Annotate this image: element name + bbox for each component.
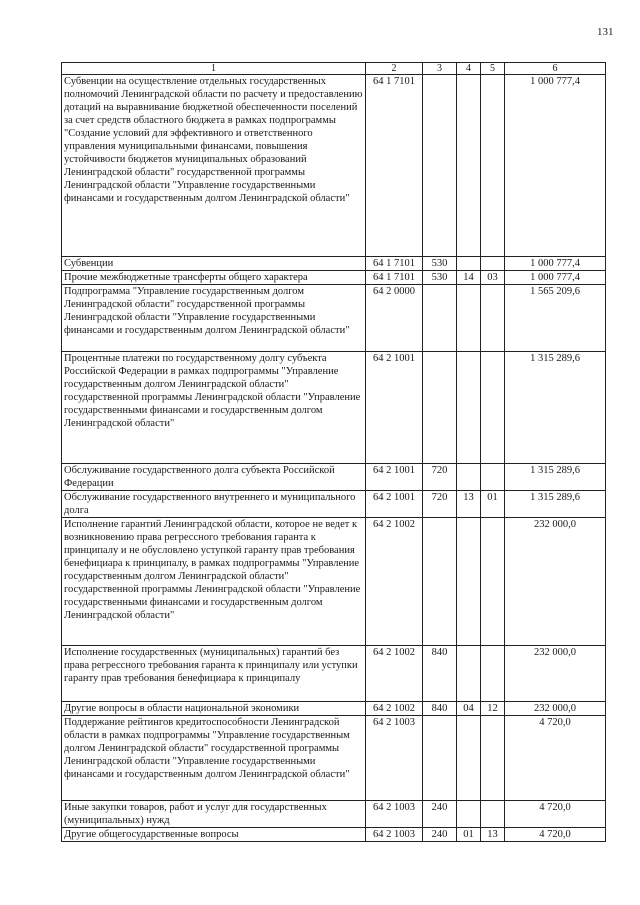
row-subsection	[481, 716, 505, 801]
row-amount: 1 565 209,6	[505, 285, 606, 352]
table-row	[62, 491, 606, 518]
budget-table	[61, 62, 606, 842]
row-target-code: 64 2 1001	[366, 464, 423, 491]
row-expense-type: 240	[423, 801, 457, 828]
row-section	[457, 518, 481, 646]
table-row	[62, 257, 606, 271]
row-name: Обслуживание государственного долга субъекта Российской Федерации	[62, 464, 366, 491]
header-col-1: 1	[62, 63, 366, 75]
row-section: 04	[457, 702, 481, 716]
page-number: 131	[597, 26, 614, 38]
table-row	[62, 75, 606, 257]
row-target-code: 64 2 1003	[366, 801, 423, 828]
table-row	[62, 828, 606, 842]
row-name: Процентные платежи по государственному долгу субъекта Российской Федерации в рамках подпрограммы "Управление государственным долгом Ленинградской области" государственной программы Ленинградской области "Управление государственными финансами и государственным долгом Ленинградской области"	[62, 352, 366, 464]
row-amount: 1 000 777,4	[505, 257, 606, 271]
row-expense-type	[423, 716, 457, 801]
row-amount: 1 000 777,4	[505, 271, 606, 285]
row-section: 01	[457, 828, 481, 842]
row-amount: 232 000,0	[505, 702, 606, 716]
row-section	[457, 464, 481, 491]
row-name: Исполнение гарантий Ленинградской области, которое не ведет к возникновению права регрессного требования гаранта к принципалу и не обусловлено уступкой гаранту прав требования бенефициара к принципалу, в рамках подпрограммы "Управление государственным долгом Ленинградской области" государственной программы Ленинградской области "Управление государственными финансами и государственным долгом Ленинградской области"	[62, 518, 366, 646]
table-row	[62, 271, 606, 285]
row-subsection	[481, 518, 505, 646]
row-name: Обслуживание государственного внутреннего и муниципального долга	[62, 491, 366, 518]
row-amount: 4 720,0	[505, 801, 606, 828]
row-expense-type: 840	[423, 646, 457, 702]
row-amount: 1 000 777,4	[505, 75, 606, 257]
row-amount: 232 000,0	[505, 646, 606, 702]
row-section	[457, 257, 481, 271]
row-section: 13	[457, 491, 481, 518]
row-target-code: 64 2 1003	[366, 828, 423, 842]
row-subsection	[481, 352, 505, 464]
row-target-code: 64 2 0000	[366, 285, 423, 352]
table-row	[62, 518, 606, 646]
row-amount: 232 000,0	[505, 518, 606, 646]
row-expense-type: 530	[423, 271, 457, 285]
row-name: Другие вопросы в области национальной экономики	[62, 702, 366, 716]
row-subsection	[481, 464, 505, 491]
row-section	[457, 801, 481, 828]
row-subsection: 03	[481, 271, 505, 285]
table-row	[62, 801, 606, 828]
row-name: Другие общегосударственные вопросы	[62, 828, 366, 842]
row-section	[457, 352, 481, 464]
row-amount: 1 315 289,6	[505, 464, 606, 491]
header-col-4: 4	[457, 63, 481, 75]
row-name: Субвенции на осуществление отдельных государственных полномочий Ленинградской области по расчету и предоставлению дотаций на выравнивание бюджетной обеспеченности поселений за счет средств областного бюджета в рамках подпрограммы "Создание условий для эффективного и ответственного управления муниципальными финансами, повышения устойчивости бюджетов муниципальных образований Ленинградской области" государственной программы Ленинградской области "Управление государственными финансами и государственным долгом Ленинградской области"	[62, 75, 366, 257]
row-target-code: 64 2 1002	[366, 518, 423, 646]
row-target-code: 64 1 7101	[366, 271, 423, 285]
row-subsection	[481, 801, 505, 828]
row-subsection	[481, 257, 505, 271]
row-amount: 4 720,0	[505, 828, 606, 842]
row-subsection: 01	[481, 491, 505, 518]
row-expense-type	[423, 75, 457, 257]
row-target-code: 64 2 1001	[366, 491, 423, 518]
table-row	[62, 646, 606, 702]
row-name: Поддержание рейтингов кредитоспособности Ленинградской области в рамках подпрограммы "Управление государственным долгом Ленинградской области" государственной программы Ленинградской области "Управление государственными финансами и государственным долгом Ленинградской области"	[62, 716, 366, 801]
row-expense-type: 240	[423, 828, 457, 842]
row-target-code: 64 2 1002	[366, 702, 423, 716]
row-target-code: 64 2 1001	[366, 352, 423, 464]
row-section: 14	[457, 271, 481, 285]
table-row	[62, 702, 606, 716]
row-expense-type: 840	[423, 702, 457, 716]
row-expense-type	[423, 518, 457, 646]
row-section	[457, 285, 481, 352]
row-subsection	[481, 646, 505, 702]
row-expense-type	[423, 285, 457, 352]
row-amount: 4 720,0	[505, 716, 606, 801]
header-col-5: 5	[481, 63, 505, 75]
table-row	[62, 464, 606, 491]
row-expense-type	[423, 352, 457, 464]
row-amount: 1 315 289,6	[505, 352, 606, 464]
row-subsection	[481, 285, 505, 352]
table-row	[62, 716, 606, 801]
row-expense-type: 720	[423, 491, 457, 518]
row-expense-type: 720	[423, 464, 457, 491]
row-target-code: 64 1 7101	[366, 257, 423, 271]
header-col-3: 3	[423, 63, 457, 75]
header-row	[62, 63, 606, 75]
row-name: Субвенции	[62, 257, 366, 271]
row-subsection: 12	[481, 702, 505, 716]
row-name: Иные закупки товаров, работ и услуг для государственных (муниципальных) нужд	[62, 801, 366, 828]
row-section	[457, 716, 481, 801]
row-name: Прочие межбюджетные трансферты общего характера	[62, 271, 366, 285]
row-expense-type: 530	[423, 257, 457, 271]
header-col-2: 2	[366, 63, 423, 75]
row-target-code: 64 1 7101	[366, 75, 423, 257]
row-section	[457, 646, 481, 702]
row-target-code: 64 2 1002	[366, 646, 423, 702]
row-amount: 1 315 289,6	[505, 491, 606, 518]
header-col-6: 6	[505, 63, 606, 75]
row-section	[457, 75, 481, 257]
row-name: Подпрограмма "Управление государственным долгом Ленинградской области" государственной программы Ленинградской области "Управление государственными финансами и государственным долгом Ленинградской области"	[62, 285, 366, 352]
table-row	[62, 352, 606, 464]
row-subsection: 13	[481, 828, 505, 842]
row-name: Исполнение государственных (муниципальных) гарантий без права регрессного требования гаранта к принципалу или уступки гаранту прав требования бенефициара к принципалу	[62, 646, 366, 702]
row-subsection	[481, 75, 505, 257]
table-row	[62, 285, 606, 352]
row-target-code: 64 2 1003	[366, 716, 423, 801]
